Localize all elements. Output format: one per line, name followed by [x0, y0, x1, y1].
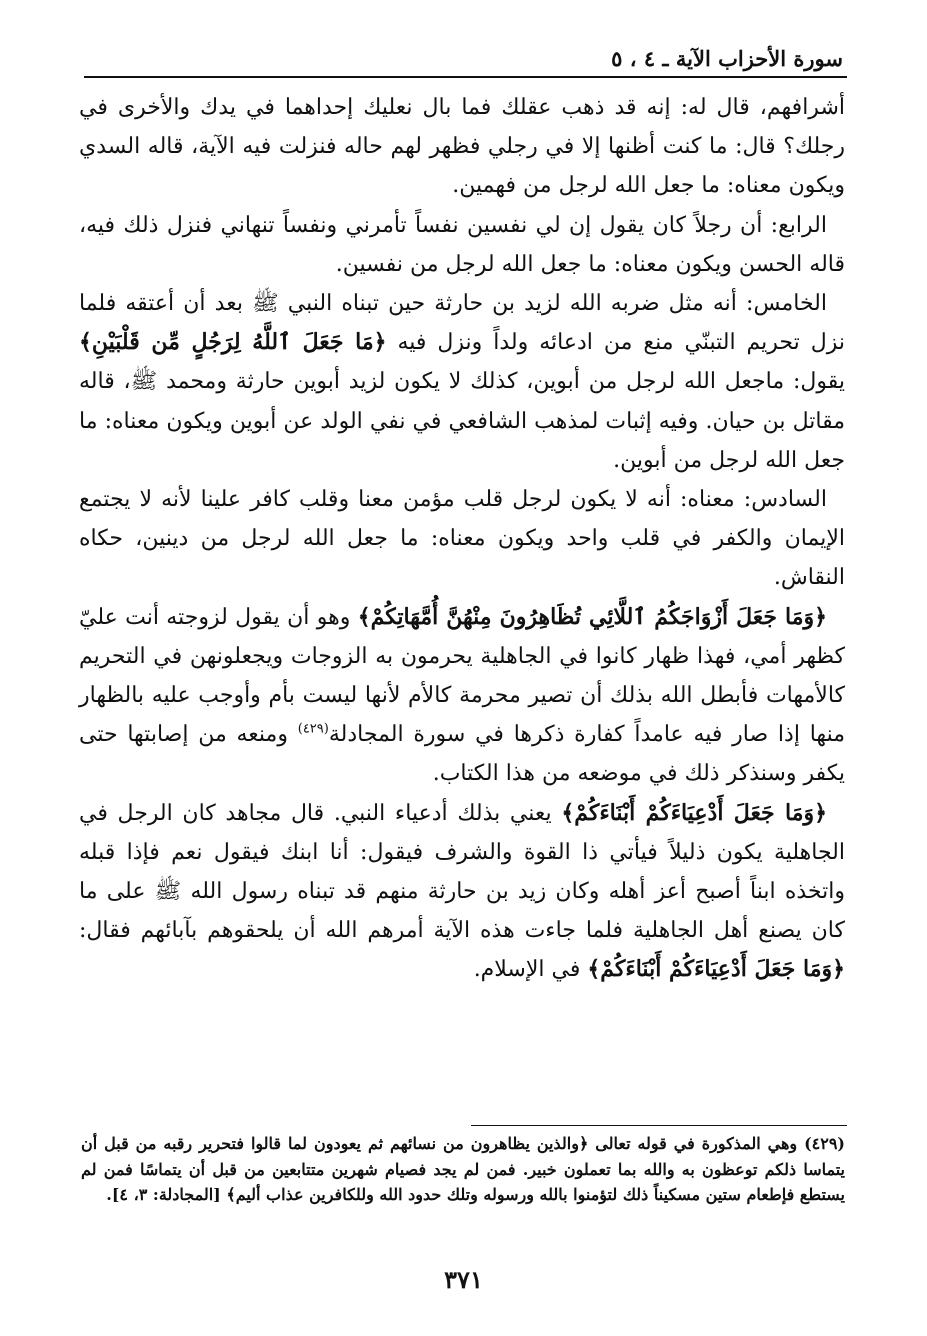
- running-header: سورة الأحزاب الآية ـ ٤ ، ٥: [611, 46, 843, 71]
- quran-verse: ﴿وَمَا جَعَلَ أَدْعِيَاءَكُمْ أَبْنَاءَكُمْ﴾: [561, 799, 827, 826]
- footnote: (٤٢٩) وهي المذكورة في قوله تعالى ﴿والذين يظاهرون من نسائهم ثم يعودون لما قالوا فتحرير رقبه من قبل أن يتماسا ذلكم توعظون به والله بما تعملون خبير. فمن لم يجد فصيام شهرين متتابعين من قبل أن يتماسًا فمن لم يستطع فإطعام ستين مسكيناً ذلك لتؤمنوا بالله ورسوله وتلك حدود الله وللكافرين عذاب أليم﴾ [المجادلة: ٣، ٤].: [81, 1134, 845, 1204]
- footnote-rule: [471, 1125, 847, 1126]
- paragraph-2: الرابع: أن رجلاً كان يقول إن لي نفسين نفساً تأمرني ونفساً تنهاني فنزل ذلك فيه، قاله الحسن ويكون معناه: ما جعل الله لرجل من نفسين.: [79, 212, 845, 277]
- main-text: [79, 88, 845, 990]
- paragraph-3-text-a: الخامس: أنه مثل ضربه الله لزيد بن حارثة حين تبناه النبي ﷺ بعد أن أعتقه فلما نزل تحريم التبنّي منع من ادعائه ولداً ونزل فيه: [79, 291, 845, 356]
- paragraph-3-text-b: يقول: ماجعل الله لرجل من أبوين، كذلك لا يكون لزيد أبوين حارثة ومحمد ﷺ، قاله مقاتل بن حيان. وفيه إثبات لمذهب الشافعي في نفي الولد عن أبوين ويكون معناه: ما جعل الله لرجل من أبوين.: [79, 369, 845, 473]
- paragraph-4: السادس: معناه: أنه لا يكون لرجل قلب مؤمن معنا وقلب كافر علينا لأنه لا يجتمع الإيمان والكفر في قلب واحد ويكون معناه: ما جعل الله لرجل من دينين، حكاه النقاش.: [79, 487, 845, 591]
- paragraph-6: [79, 794, 845, 990]
- paragraph-5-text-b: ومنعه من إصابتها حتى يكفر وسنذكر ذلك في موضعه من هذا الكتاب.: [79, 722, 845, 787]
- header-rule: [84, 76, 847, 78]
- paragraph-5: [79, 598, 845, 794]
- quran-verse: ﴿مَا جَعَلَ ٱللَّهُ لِرَجُلٍ مِّن قَلْبَيْنِ﴾: [79, 329, 387, 356]
- paragraph-3: [79, 284, 845, 480]
- page-number: ٣٧١: [444, 1265, 483, 1294]
- quran-verse: ﴿وَمَا جَعَلَ أَزْوَاجَكُمُ ٱللَّائِي تُظَاهِرُونَ مِنْهُنَّ أُمَّهَاتِكُمْ﴾: [357, 603, 827, 630]
- paragraph-1: أشرافهم، قال له: إنه قد ذهب عقلك فما بال نعليك إحداهما في يدك والأخرى في رجلك؟ قال: ما كنت أظنها إلا في رجلي فظهر لهم حاله فنزلت فيه الآية، قاله السدي ويكون معناه: ما جعل الله لرجل من فهمين.: [79, 95, 845, 199]
- paragraph-6-text-b: في الإسلام.: [473, 957, 581, 983]
- paragraph-5-text-a: وهو أن يقول لزوجته أنت عليّ كظهر أمي، فهذا ظهار كانوا في الجاهلية يحرمون به الزوجات ويجعلونهن في التحريم كالأمهات فأبطل الله بذلك أن تصير محرمة كالأم لأنها ليست بأم وأوجب عليه بالظهار منها إذا صار فيه عامداً كفارة ذكرها في سورة المجادلة: [79, 604, 846, 748]
- paragraph-6-text-a: يعني بذلك أدعياء النبي. قال مجاهد كان الرجل في الجاهلية يكون ذليلاً فيأتي ذا القوة والشرف فيقول: أنا ابنك فيقول نعم فإذا قبله واتخذه ابناً أصبح أعز أهله وكان زيد بن حارثة منهم قد تبناه رسول الله ﷺ على ما كان يصنع أهل الجاهلية فلما جاءت هذه الآية أمرهم الله أن يلحقوهم بآبائهم فقال:: [79, 800, 845, 944]
- footnote-reference[interactable]: (٤٢٩): [297, 721, 329, 737]
- quran-verse: ﴿وَمَا جَعَلَ أَدْعِيَاءَكُمْ أَبْنَاءَكُمْ﴾: [587, 956, 845, 983]
